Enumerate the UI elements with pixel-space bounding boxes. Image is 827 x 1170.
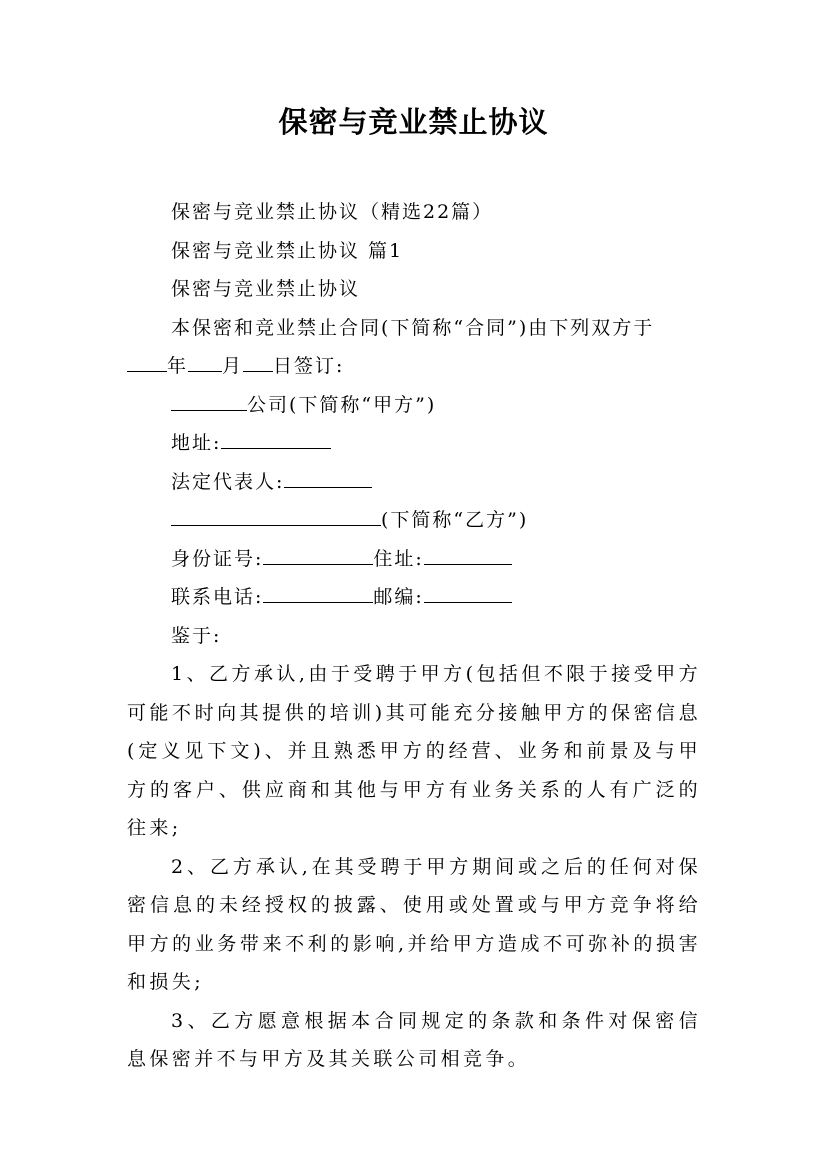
heading-line: 保密与竞业禁止协议: [171, 278, 361, 300]
phone-line: [127, 578, 701, 617]
party-b-blank: [171, 507, 381, 526]
legal-rep-line: [127, 463, 701, 502]
paragraph-2: 2、乙方承认,在其受聘于甲方期间或之后的任何对保密信息的未经授权的披露、使用或处置或与甲方竞争将给甲方的业务带来不利的影响,并给甲方造成不可弥补的损害和损失;: [127, 855, 701, 993]
address-blank: [221, 430, 331, 449]
day-blank: [243, 353, 273, 372]
document-body: [127, 193, 701, 1079]
phone-label: 联系电话:: [171, 586, 264, 608]
day-label: 日签订:: [273, 355, 345, 377]
intro-line: 本保密和竞业禁止合同(下简称“合同”)由下列双方于: [171, 316, 655, 339]
legal-rep-label: 法定代表人:: [171, 470, 285, 493]
postcode-label: 邮编:: [373, 586, 424, 608]
legal-rep-blank: [284, 469, 372, 488]
address-line: [127, 424, 701, 463]
residence-label: 住址:: [373, 547, 424, 570]
id-line: [127, 540, 701, 579]
month-label: 月: [222, 355, 244, 377]
phone-blank: [263, 584, 373, 603]
paragraph-1: 1、乙方承认,由于受聘于甲方(包括但不限于接受甲方可能不时向其提供的培训)其可能充分接触甲方的保密信息(定义见下文)、并且熟悉甲方的经营、业务和前景及与甲方的客户、供应商和其他与甲方有业务关系的人有广泛的往来;: [127, 663, 701, 839]
postcode-blank: [424, 584, 512, 603]
document-title: 保密与竞业禁止协议: [278, 105, 549, 139]
party-b-line: [127, 501, 701, 540]
whereas-line: 鉴于:: [171, 624, 222, 647]
signing-date-line: [127, 347, 701, 386]
company-blank: [171, 392, 247, 411]
chapter-line: 保密与竞业禁止协议 篇1: [171, 239, 404, 262]
id-label: 身份证号:: [171, 547, 264, 570]
party-a-line: [127, 386, 701, 425]
address-label: 地址:: [171, 432, 222, 454]
party-a-label: 公司(下简称“甲方”): [247, 393, 437, 416]
residence-blank: [424, 546, 512, 565]
paragraph-3: 3、乙方愿意根据本合同规定的条款和条件对保密信息保密并不与甲方及其关联公司相竞争。: [127, 1009, 701, 1070]
party-b-label: (下简称“乙方”): [381, 509, 529, 531]
month-blank: [188, 353, 222, 372]
year-blank: [127, 353, 167, 372]
year-label: 年: [167, 355, 189, 377]
subtitle-line: 保密与竞业禁止协议（精选22篇）: [171, 201, 494, 223]
id-blank: [263, 546, 373, 565]
